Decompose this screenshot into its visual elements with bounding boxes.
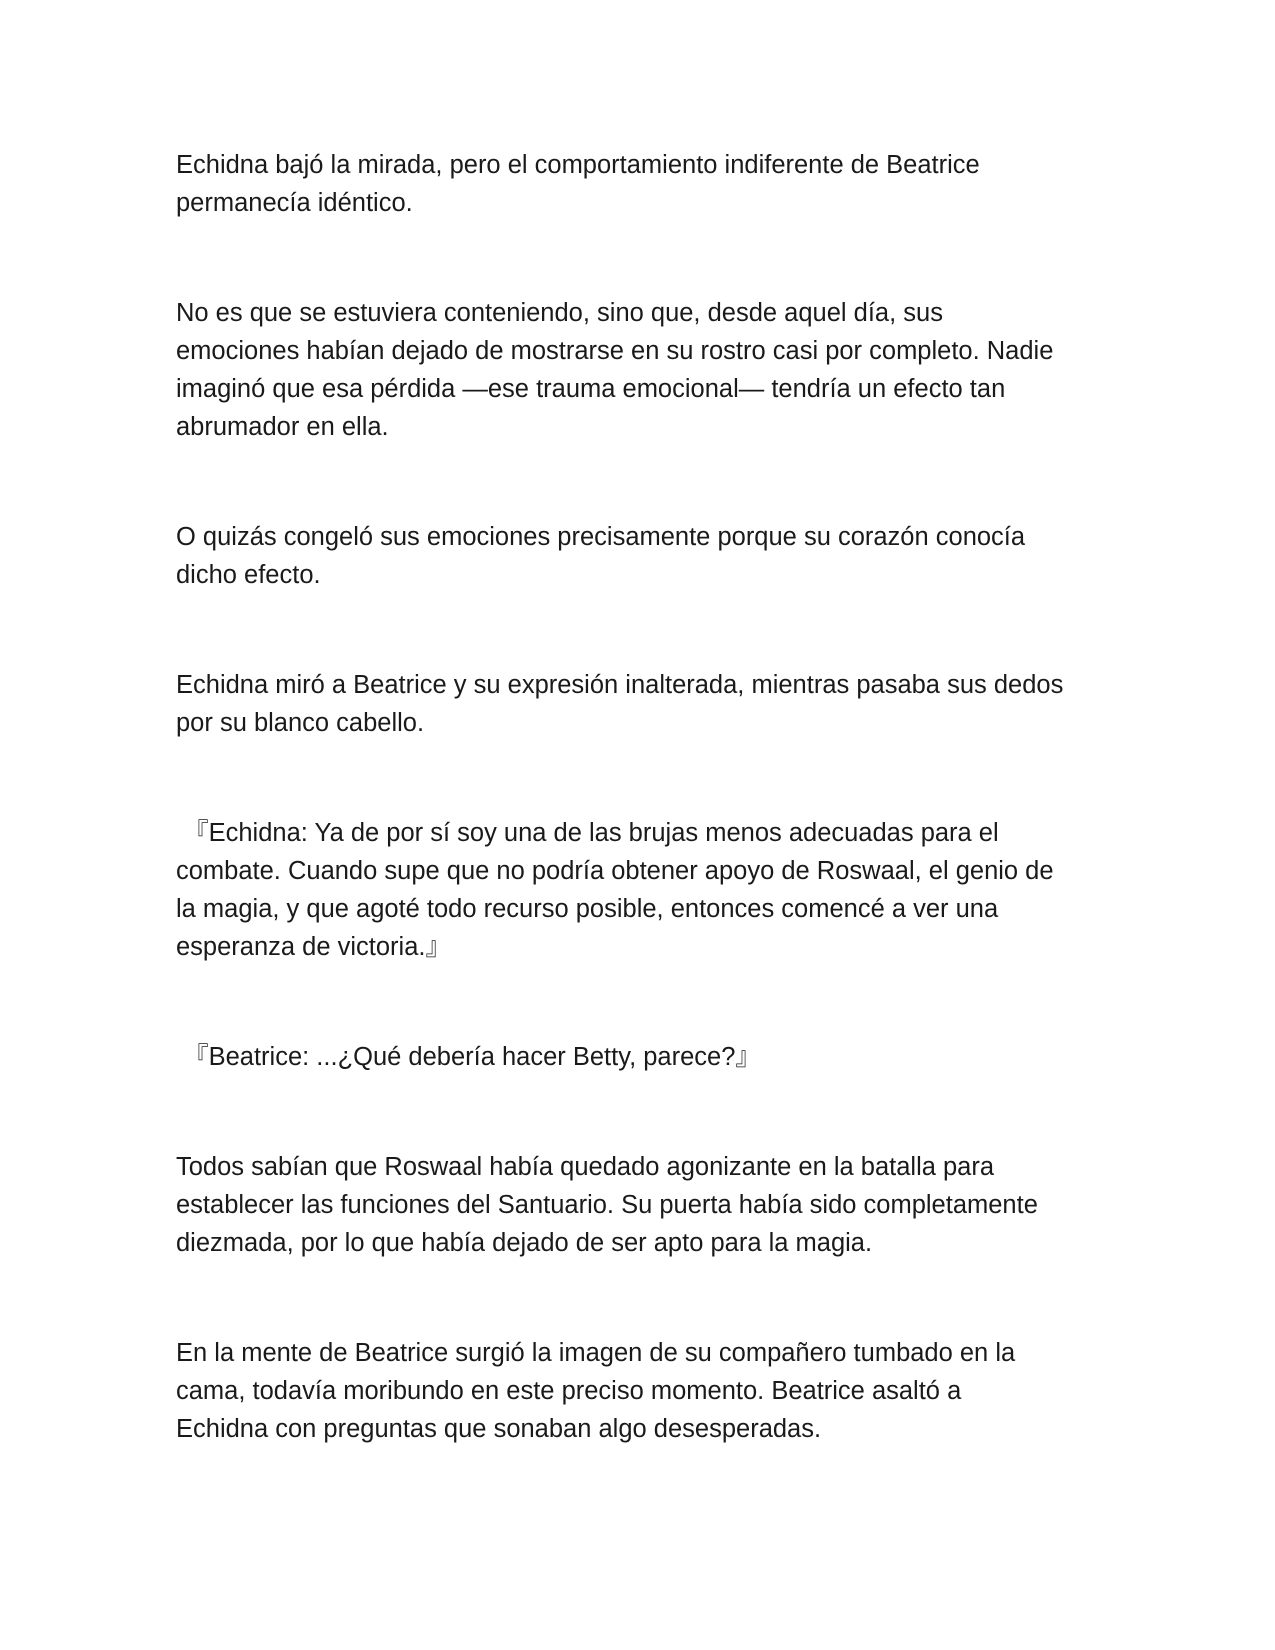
paragraph-2: No es que se estuviera conteniendo, sino que, desde aquel día, sus emociones habían dejado de mostrarse en su rostro casi por completo. Nadie imaginó que esa pérdida —ese trauma emocional— tendría un efecto tan abrumador en ella. <box>176 299 1054 441</box>
dialogue-beatrice: 『Beatrice: ...¿Qué debería hacer Betty, parece?』 <box>176 1043 761 1071</box>
document-body <box>176 146 1106 1520</box>
dialogue-echidna: 『Echidna: Ya de por sí soy una de las brujas menos adecuadas para el combate. Cuando supe que no podría obtener apoyo de Roswaal, el genio de la magia, y que agoté todo recurso posible, entonces comencé a ver una esperanza de victoria.』 <box>176 819 1054 961</box>
paragraph-7: Todos sabían que Roswaal había quedado agonizante en la batalla para establecer las funciones del Santuario. Su puerta había sido completamente diezmada, por lo que había dejado de ser apto para la magia. <box>176 1153 1038 1257</box>
paragraph-4: Echidna miró a Beatrice y su expresión inalterada, mientras pasaba sus dedos por su blanco cabello. <box>176 671 1064 737</box>
paragraph-3: O quizás congeló sus emociones precisamente porque su corazón conocía dicho efecto. <box>176 523 1026 589</box>
paragraph-8: En la mente de Beatrice surgió la imagen de su compañero tumbado en la cama, todavía moribundo en este preciso momento. Beatrice asaltó a Echidna con preguntas que sonaban algo desesperadas. <box>176 1339 1016 1443</box>
paragraph-1: Echidna bajó la mirada, pero el comportamiento indiferente de Beatrice permanecía idéntico. <box>176 151 980 217</box>
